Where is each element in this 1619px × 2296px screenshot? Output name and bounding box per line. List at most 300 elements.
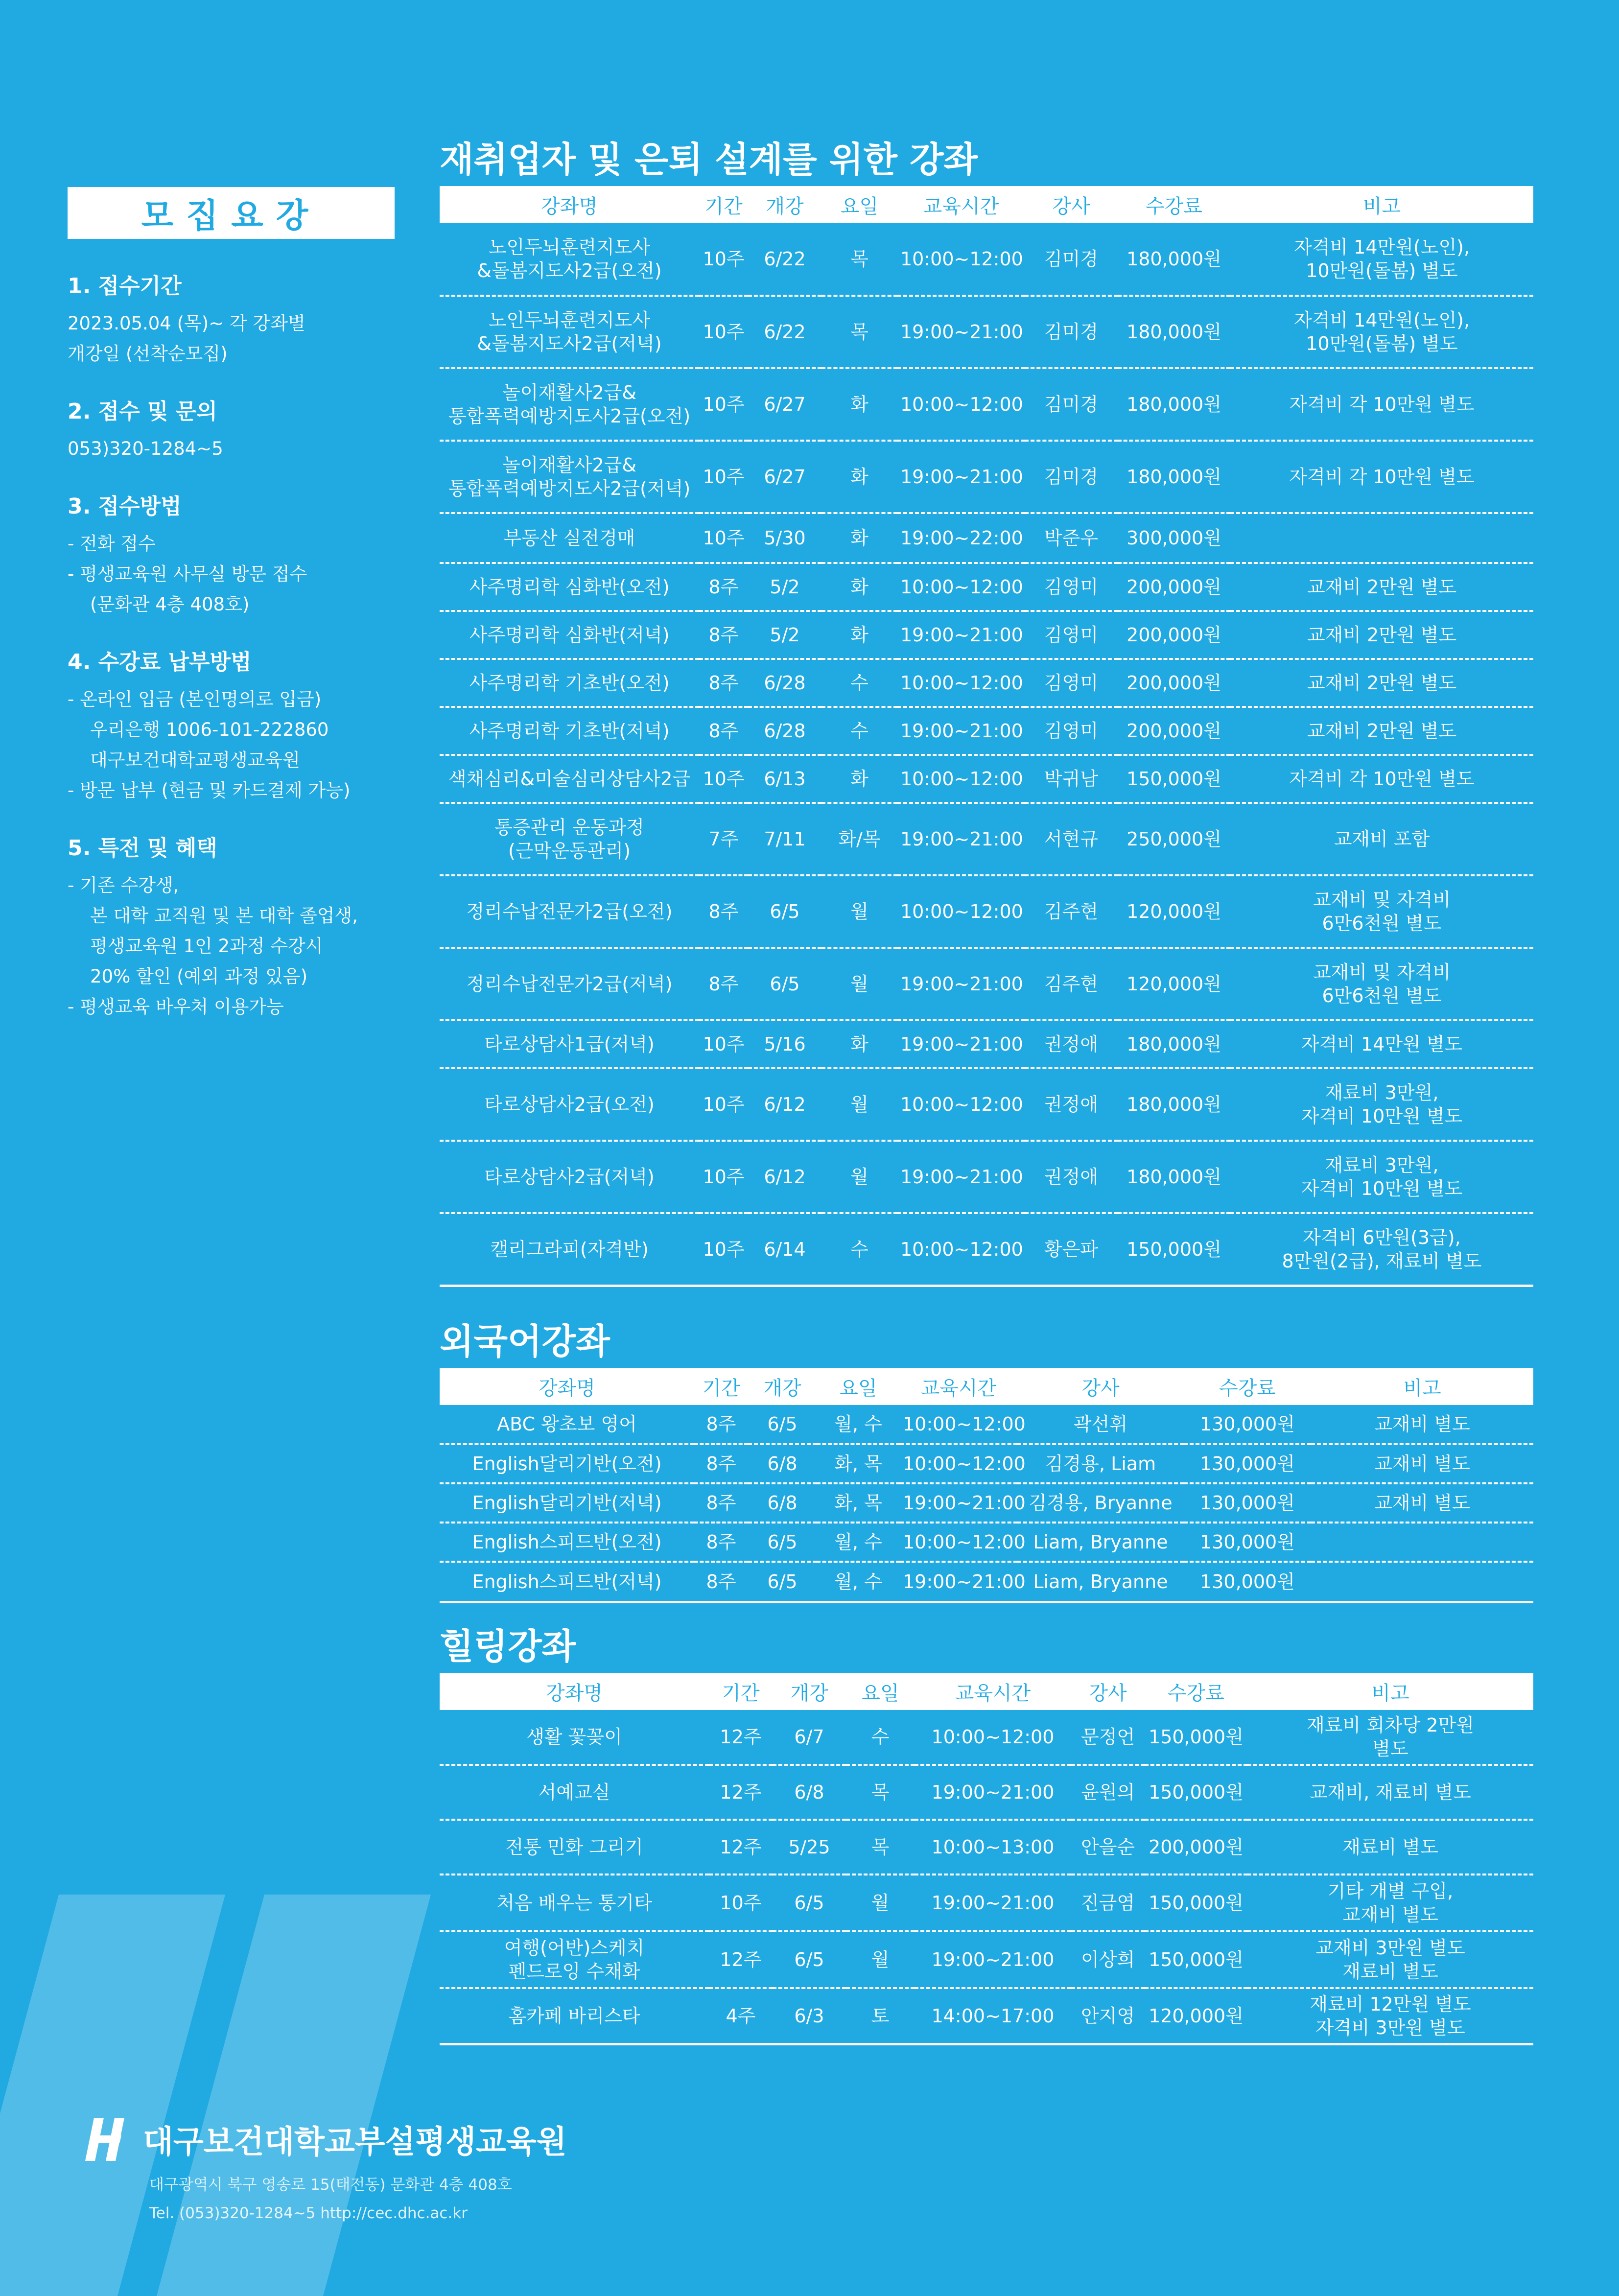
cell-tuition: 180,000원 [1118,223,1230,296]
cell-duration: 12주 [709,1931,773,1988]
cell-course-name: 정리수납전문가2급(저녁) [440,948,699,1020]
cell-start-date: 6/28 [748,659,821,707]
cell-instructor: 김영미 [1025,707,1118,755]
cell-tuition: 130,000원 [1184,1444,1311,1483]
cell-tuition: 120,000원 [1118,948,1230,1020]
cell-class-time: 19:00~21:00 [915,1931,1071,1988]
cell-tuition: 150,000원 [1145,1931,1247,1988]
cell-class-time: 19:00~21:00 [897,803,1025,875]
cell-weekday: 월, 수 [817,1523,900,1562]
cell-duration: 8주 [699,659,748,707]
cell-weekday: 월 [821,1141,897,1213]
cell-tuition: 180,000원 [1118,1141,1230,1213]
cell-remarks: 교재비 3만원 별도 재료비 별도 [1247,1931,1533,1988]
cell-class-time: 10:00~12:00 [900,1405,1017,1444]
cell-duration: 10주 [699,1020,748,1068]
cell-class-time: 19:00~22:00 [897,513,1025,563]
cell-instructor: 김경용, Bryanne [1017,1483,1184,1523]
cell-start-date: 5/25 [773,1820,846,1874]
cell-duration: 12주 [709,1820,773,1874]
cell-instructor: 김미경 [1025,441,1118,513]
cell-course-name: 서예교실 [440,1765,709,1820]
cell-instructor: 곽선휘 [1017,1405,1184,1444]
cell-duration: 10주 [699,223,748,296]
cell-duration: 12주 [709,1765,773,1820]
table-row [440,1213,1533,1286]
cell-course-name: 사주명리학 심화반(저녁) [440,611,699,659]
cell-tuition: 200,000원 [1118,611,1230,659]
table-row [440,659,1533,707]
cell-start-date: 6/7 [773,1710,846,1765]
cell-duration: 4주 [709,1988,773,2044]
cell-duration: 8주 [699,611,748,659]
guide-section-line: 20% 할인 (예외 과정 있음) [90,966,308,987]
cell-tuition: 150,000원 [1145,1765,1247,1820]
recruitment-guide [68,187,395,1047]
column-header-instructor: 강사 [1052,195,1090,218]
cell-remarks: 교재비, 재료비 별도 [1247,1765,1533,1820]
cell-remarks: 자격비 각 10만원 별도 [1230,368,1533,441]
cell-tuition: 150,000원 [1118,755,1230,803]
guide-section-line: - 온라인 입금 (본인명의로 입금) [68,689,322,710]
cell-instructor: 김미경 [1025,223,1118,296]
cell-remarks: 자격비 14만원(노인), 10만원(돌봄) 별도 [1230,223,1533,296]
guide-section-line: 2023.05.04 (목)~ 각 강좌별 [68,313,305,334]
institution-contact: Tel. (053)320-1284~5 http://cec.dhc.ac.kr [149,2204,468,2222]
column-header-start-date: 개강 [766,195,804,218]
column-header-weekday: 요일 [839,1377,877,1400]
guide-section-line: 평생교육원 1인 2과정 수강시 [90,936,323,957]
cell-start-date: 6/8 [748,1483,817,1523]
cell-weekday: 목 [821,223,897,296]
cell-duration: 8주 [699,948,748,1020]
cell-weekday: 월 [846,1931,915,1988]
cell-start-date: 6/8 [773,1765,846,1820]
institution-logo [83,2115,567,2164]
cell-duration: 12주 [709,1710,773,1765]
column-header-weekday: 요일 [840,195,879,218]
cell-start-date: 6/14 [748,1213,821,1286]
cell-start-date: 6/27 [748,368,821,441]
table-row [440,1988,1533,2044]
guide-section-line: 개강일 (선착순모집) [68,343,228,364]
cell-duration: 8주 [694,1523,748,1562]
cell-class-time: 10:00~12:00 [897,659,1025,707]
cell-course-name: 노인두뇌훈련지도사 &돌봄지도사2급(오전) [440,223,699,296]
cell-start-date: 6/5 [748,875,821,948]
table-row [440,1820,1533,1874]
cell-instructor: 안지영 [1071,1988,1145,2044]
table-row [440,1562,1533,1602]
cell-duration: 10주 [699,1213,748,1286]
cell-weekday: 화, 목 [817,1483,900,1523]
guide-section [68,830,395,1022]
cell-course-name: English스피드반(오전) [440,1523,694,1562]
table-row [440,1444,1533,1483]
table-row [440,611,1533,659]
cell-duration: 10주 [699,1141,748,1213]
guide-section-line: - 전화 접수 [68,533,156,554]
cell-start-date: 6/3 [773,1988,846,2044]
cell-course-name: 타로상담사2급(오전) [440,1068,699,1141]
table-row [440,513,1533,563]
cell-course-name: ABC 왕초보 영어 [440,1405,694,1444]
cell-instructor: 권정애 [1025,1068,1118,1141]
guide-section [68,644,395,806]
section-title-healing: 힐링강좌 [440,1626,576,1667]
cell-weekday: 화 [821,755,897,803]
table-row [440,755,1533,803]
cell-weekday: 월 [846,1874,915,1931]
cell-remarks: 교재비 2만원 별도 [1230,611,1533,659]
cell-weekday: 월, 수 [817,1562,900,1602]
guide-section-heading: 5. 특전 및 혜택 [68,836,217,861]
cell-tuition: 130,000원 [1184,1405,1311,1444]
column-header-duration: 기간 [722,1682,760,1705]
section-title-foreign-language: 외국어강좌 [440,1321,610,1362]
cell-course-name: 놀이재활사2급& 통합폭력예방지도사2급(저녁) [440,441,699,513]
cell-weekday: 화 [821,441,897,513]
cell-instructor: 김영미 [1025,563,1118,611]
cell-start-date: 7/11 [748,803,821,875]
cell-instructor: 김미경 [1025,296,1118,368]
cell-remarks: 자격비 6만원(3급), 8만원(2급), 재료비 별도 [1230,1213,1533,1286]
cell-course-name: 타로상담사2급(저녁) [440,1141,699,1213]
cell-remarks: 교재비 포함 [1230,803,1533,875]
cell-class-time: 19:00~21:00 [915,1874,1071,1931]
cell-course-name: 처음 배우는 통기타 [440,1874,709,1931]
cell-class-time: 10:00~12:00 [897,223,1025,296]
cell-tuition: 120,000원 [1118,875,1230,948]
cell-class-time: 14:00~17:00 [915,1988,1071,2044]
cell-weekday: 수 [821,1213,897,1286]
column-header-instructor: 강사 [1081,1377,1120,1400]
cell-course-name: 캘리그라피(자격반) [440,1213,699,1286]
cell-course-name: English달리기반(저녁) [440,1483,694,1523]
cell-start-date: 6/5 [748,1523,817,1562]
cell-course-name: 색채심리&미술심리상담사2급 [440,755,699,803]
cell-class-time: 19:00~21:00 [897,1141,1025,1213]
cell-class-time: 19:00~21:00 [897,1020,1025,1068]
cell-tuition: 130,000원 [1184,1562,1311,1602]
cell-class-time: 19:00~21:00 [897,611,1025,659]
cell-duration: 10주 [699,441,748,513]
column-header-class-time: 교육시간 [923,195,999,218]
cell-instructor: 권정애 [1025,1141,1118,1213]
table-row [440,563,1533,611]
cell-weekday: 월, 수 [817,1405,900,1444]
cell-class-time: 10:00~12:00 [900,1444,1017,1483]
cell-instructor: 문정언 [1071,1710,1145,1765]
cell-tuition: 200,000원 [1145,1820,1247,1874]
cell-weekday: 목 [846,1820,915,1874]
table-row [440,223,1533,296]
cell-tuition: 200,000원 [1118,563,1230,611]
table-row [440,1020,1533,1068]
guide-section-line: 본 대학 교직원 및 본 대학 졸업생, [90,905,358,926]
guide-section-line: 우리은행 1006-101-222860 [90,719,329,740]
cell-instructor: 김주현 [1025,948,1118,1020]
cell-start-date: 6/22 [748,223,821,296]
cell-instructor: 권정애 [1025,1020,1118,1068]
table-row [440,803,1533,875]
guide-section-line: 대구보건대학교평생교육원 [90,750,300,771]
cell-instructor: 박준우 [1025,513,1118,563]
cell-class-time: 10:00~12:00 [900,1523,1017,1562]
cell-class-time: 19:00~21:00 [900,1562,1017,1602]
cell-tuition: 120,000원 [1145,1988,1247,2044]
cell-tuition: 150,000원 [1145,1710,1247,1765]
cell-remarks: 교재비 별도 [1311,1444,1533,1483]
cell-start-date: 6/5 [773,1931,846,1988]
cell-course-name: 생활 꽃꽂이 [440,1710,709,1765]
cell-weekday: 월 [821,1068,897,1141]
cell-duration: 10주 [699,513,748,563]
cell-remarks [1311,1562,1533,1602]
cell-instructor: 서현규 [1025,803,1118,875]
decorative-quote-shape [0,1895,480,2296]
cell-course-name: 사주명리학 기초반(오전) [440,659,699,707]
cell-instructor: Liam, Bryanne [1017,1562,1184,1602]
cell-remarks: 교재비 2만원 별도 [1230,563,1533,611]
cell-remarks: 자격비 14만원(노인), 10만원(돌봄) 별도 [1230,296,1533,368]
cell-instructor: 김영미 [1025,611,1118,659]
column-header-start-date: 개강 [790,1682,828,1705]
cell-remarks: 자격비 각 10만원 별도 [1230,441,1533,513]
cell-course-name: 사주명리학 심화반(오전) [440,563,699,611]
cell-class-time: 10:00~12:00 [897,1213,1025,1286]
cell-duration: 8주 [694,1444,748,1483]
cell-weekday: 토 [846,1988,915,2044]
cell-instructor: 윤원의 [1071,1765,1145,1820]
column-header-course-name: 강좌명 [539,1377,595,1400]
cell-duration: 8주 [699,875,748,948]
guide-section-line: - 평생교육 바우처 이용가능 [68,996,284,1017]
table-row [440,441,1533,513]
cell-instructor: 황은파 [1025,1213,1118,1286]
cell-tuition: 180,000원 [1118,296,1230,368]
cell-remarks: 기타 개별 구입, 교재비 별도 [1247,1874,1533,1931]
institution-address: 대구광역시 북구 영송로 15(태전동) 문화관 4층 408호 [149,2176,512,2194]
recruit-title-box [68,187,395,239]
cell-class-time: 19:00~21:00 [915,1765,1071,1820]
cell-instructor: 진금염 [1071,1874,1145,1931]
guide-section [68,489,395,620]
cell-start-date: 6/12 [748,1141,821,1213]
cell-course-name: 사주명리학 기초반(저녁) [440,707,699,755]
table-healing [440,1673,1533,2045]
cell-start-date: 5/16 [748,1020,821,1068]
section-title-reemployment: 재취업자 및 은퇴 설계를 위한 강좌 [440,139,978,180]
cell-remarks: 교재비 2만원 별도 [1230,707,1533,755]
table-row [440,1405,1533,1444]
guide-section-line: (문화관 4층 408호) [90,594,250,615]
column-header-tuition: 수강료 [1168,1682,1224,1705]
cell-remarks [1230,513,1533,563]
cell-class-time: 10:00~12:00 [897,368,1025,441]
guide-section [68,394,395,464]
cell-duration: 10주 [699,755,748,803]
institution-logo-icon [83,2115,132,2164]
table-row [440,1483,1533,1523]
cell-class-time: 10:00~12:00 [897,563,1025,611]
cell-instructor: Liam, Bryanne [1017,1523,1184,1562]
table-row [440,1523,1533,1562]
cell-duration: 8주 [694,1483,748,1523]
column-header-remarks: 비고 [1371,1682,1409,1705]
cell-weekday: 수 [821,659,897,707]
column-header-remarks: 비고 [1362,195,1401,218]
cell-class-time: 19:00~21:00 [897,296,1025,368]
cell-instructor: 이상희 [1071,1931,1145,1988]
guide-section-heading: 1. 접수기간 [68,274,182,299]
cell-duration: 8주 [694,1562,748,1602]
cell-weekday: 화 [821,611,897,659]
cell-course-name: 부동산 실전경매 [440,513,699,563]
cell-tuition: 200,000원 [1118,659,1230,707]
cell-class-time: 10:00~12:00 [897,1068,1025,1141]
cell-course-name: 홈카페 바리스타 [440,1988,709,2044]
cell-instructor: 김영미 [1025,659,1118,707]
column-header-duration: 기간 [704,195,743,218]
cell-course-name: English스피드반(저녁) [440,1562,694,1602]
cell-class-time: 10:00~13:00 [915,1820,1071,1874]
column-header-class-time: 교육시간 [920,1377,997,1400]
cell-remarks: 자격비 각 10만원 별도 [1230,755,1533,803]
guide-section-line: 053)320-1284~5 [68,438,223,459]
column-header-remarks: 비고 [1403,1377,1441,1400]
table-header-row [440,1368,1533,1405]
cell-weekday: 화 [821,368,897,441]
cell-tuition: 180,000원 [1118,441,1230,513]
cell-remarks: 교재비 및 자격비 6만6천원 별도 [1230,875,1533,948]
cell-duration: 8주 [694,1405,748,1444]
cell-instructor: 안을순 [1071,1820,1145,1874]
column-header-duration: 기간 [702,1377,740,1400]
cell-start-date: 5/30 [748,513,821,563]
cell-course-name: 정리수납전문가2급(오전) [440,875,699,948]
guide-section-heading: 4. 수강료 납부방법 [68,650,252,675]
cell-tuition: 150,000원 [1118,1213,1230,1286]
cell-instructor: 김경용, Liam [1017,1444,1184,1483]
table-row [440,1765,1533,1820]
cell-remarks: 교재비 별도 [1311,1483,1533,1523]
cell-remarks: 재료비 3만원, 자격비 10만원 별도 [1230,1141,1533,1213]
cell-start-date: 6/8 [748,1444,817,1483]
cell-start-date: 6/13 [748,755,821,803]
cell-duration: 10주 [699,368,748,441]
cell-course-name: 노인두뇌훈련지도사 &돌봄지도사2급(저녁) [440,296,699,368]
cell-start-date: 6/28 [748,707,821,755]
cell-remarks: 재료비 별도 [1247,1820,1533,1874]
table-row [440,875,1533,948]
cell-tuition: 300,000원 [1118,513,1230,563]
cell-weekday: 수 [846,1710,915,1765]
cell-class-time: 19:00~21:00 [897,948,1025,1020]
guide-sections [68,268,395,1022]
guide-section-heading: 2. 접수 및 문의 [68,399,217,424]
cell-instructor: 박귀남 [1025,755,1118,803]
column-header-tuition: 수강료 [1219,1377,1276,1400]
table-row [440,707,1533,755]
cell-weekday: 목 [846,1765,915,1820]
cell-weekday: 월 [821,948,897,1020]
cell-start-date: 5/2 [748,611,821,659]
table-header-row [440,1673,1533,1710]
column-header-class-time: 교육시간 [955,1682,1031,1705]
cell-class-time: 10:00~12:00 [897,875,1025,948]
cell-start-date: 6/12 [748,1068,821,1141]
table-row [440,296,1533,368]
table-foreign-language [440,1368,1533,1603]
column-header-course-name: 강좌명 [541,195,598,218]
cell-duration: 8주 [699,563,748,611]
cell-start-date: 6/5 [773,1874,846,1931]
table-row [440,1931,1533,1988]
cell-start-date: 6/5 [748,1405,817,1444]
cell-class-time: 10:00~12:00 [915,1710,1071,1765]
cell-duration: 10주 [699,296,748,368]
cell-remarks: 자격비 14만원 별도 [1230,1020,1533,1068]
column-header-start-date: 개강 [763,1377,801,1400]
cell-duration: 8주 [699,707,748,755]
cell-tuition: 180,000원 [1118,1020,1230,1068]
cell-weekday: 화/목 [821,803,897,875]
guide-section-heading: 3. 접수방법 [68,494,182,519]
guide-section-line: - 방문 납부 (현금 및 카드결제 가능) [68,780,351,801]
institution-name: 대구보건대학교부설평생교육원 [143,2124,567,2160]
table-row [440,1874,1533,1931]
cell-course-name: English달리기반(오전) [440,1444,694,1483]
footer [83,2115,567,2227]
table-row [440,368,1533,441]
column-header-tuition: 수강료 [1146,195,1202,218]
column-header-instructor: 강사 [1089,1682,1127,1705]
table-reemployment [440,186,1533,1287]
guide-section-line: - 평생교육원 사무실 방문 접수 [68,563,307,585]
cell-remarks: 교재비 및 자격비 6만6천원 별도 [1230,948,1533,1020]
cell-course-name: 전통 민화 그리기 [440,1820,709,1874]
cell-start-date: 6/27 [748,441,821,513]
column-header-course-name: 강좌명 [546,1682,603,1705]
table-row [440,1141,1533,1213]
cell-tuition: 130,000원 [1184,1523,1311,1562]
cell-tuition: 250,000원 [1118,803,1230,875]
cell-remarks [1311,1523,1533,1562]
cell-tuition: 130,000원 [1184,1483,1311,1523]
cell-instructor: 김주현 [1025,875,1118,948]
cell-class-time: 19:00~21:00 [897,441,1025,513]
cell-weekday: 화 [821,563,897,611]
cell-class-time: 10:00~12:00 [897,755,1025,803]
cell-weekday: 화 [821,1020,897,1068]
cell-duration: 7주 [699,803,748,875]
cell-start-date: 6/5 [748,1562,817,1602]
cell-remarks: 재료비 3만원, 자격비 10만원 별도 [1230,1068,1533,1141]
guide-section-line: - 기존 수강생, [68,875,179,896]
recruit-title: 모집요강 [141,196,321,235]
table-row [440,1710,1533,1765]
cell-weekday: 화 [821,513,897,563]
cell-start-date: 6/5 [748,948,821,1020]
cell-remarks: 교재비 별도 [1311,1405,1533,1444]
cell-course-name: 타로상담사1급(저녁) [440,1020,699,1068]
cell-weekday: 화, 목 [817,1444,900,1483]
guide-section [68,268,395,369]
cell-course-name: 여행(어반)스케치 펜드로잉 수채화 [440,1931,709,1988]
cell-class-time: 19:00~21:00 [897,707,1025,755]
column-header-weekday: 요일 [861,1682,899,1705]
